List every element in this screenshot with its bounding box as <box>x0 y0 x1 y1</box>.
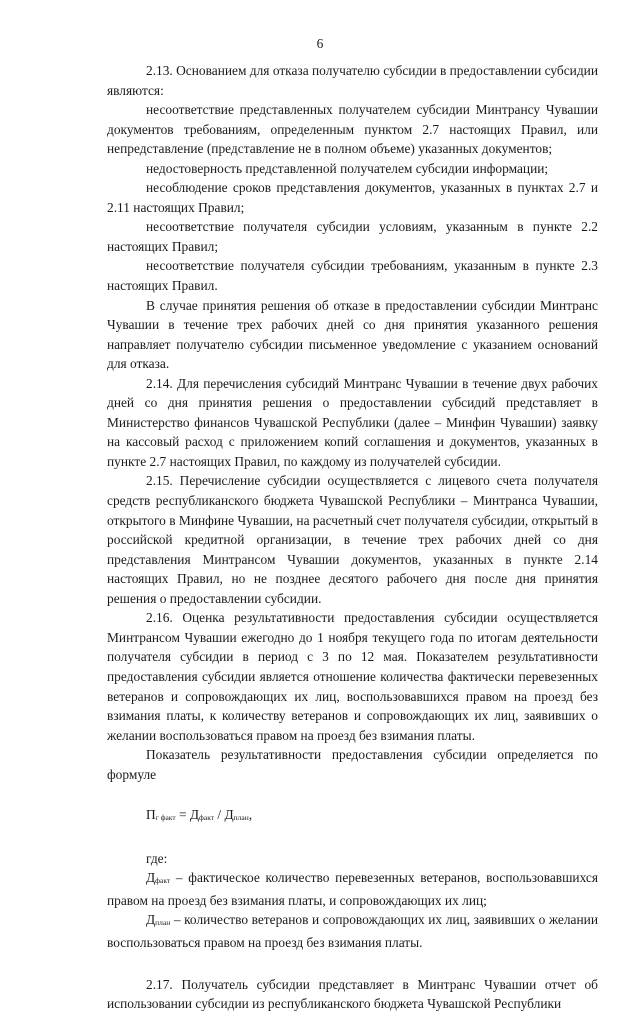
definition-d-fact-symbol: Д <box>146 870 156 886</box>
paragraph-2-14: 2.14. Для перечисления субсидий Минтранс Чувашии в течение двух рабочих дней со дня принятия решения о предоставлении субсидий представляет в Министерство финансов Чувашской Республики (далее – Минфин Чувашии) заявку на кассовый расход с приложением копий соглашения и документов, указанных в пункте 2.7 настоящих Правил, по каждому из получателей субсидии. <box>107 375 598 469</box>
page-number: 6 <box>316 36 324 51</box>
definition-d-fact <box>107 868 598 910</box>
formula-equals: = <box>175 807 190 823</box>
definition-d-plan-text: – количество ветеранов и сопровождающих их лиц, заявивших о желании воспользоваться правом на проезд без взимания платы. <box>107 912 598 950</box>
definition-d-plan-subscript: план <box>155 918 171 928</box>
formula-d-fact: Д <box>189 807 200 823</box>
formula-d-plan: Д <box>224 807 234 823</box>
paragraph-refusal-ground-2: недостоверность представленной получателем субсидии информации; <box>146 160 549 176</box>
formula <box>107 805 598 828</box>
paragraph-2-16: 2.16. Оценка результативности предоставления субсидии осуществляется Минтрансом Чувашии ежегодно до 1 ноября текущего года по итогам деятельности получателя субсидии в период с 3 по 12 мая. Показателем результативности предоставления субсидии является отношение количества фактически перевезенных ветеранов и сопровождающих их лиц, воспользовавшихся правом на проезд без взимания платы, к количеству ветеранов и сопровождающих их лиц, заявивших о желании воспользоваться правом на проезд без взимания платы. <box>107 610 598 743</box>
formula-p: П <box>146 807 156 823</box>
formula-d-fact-subscript: факт <box>199 813 215 823</box>
formula-divide: / <box>214 807 225 823</box>
definition-d-fact-subscript: факт <box>155 876 171 886</box>
paragraph-2-13: 2.13. Основанием для отказа получателю субсидии в предоставлении субсидии являются: <box>107 63 598 98</box>
formula-d-plan-subscript: план <box>233 813 249 823</box>
definition-d-fact-text: – фактическое количество перевезенных ветеранов, воспользовавшихся правом на проезд без взимания платы, и сопровождающих их лиц; <box>107 870 598 908</box>
paragraph-refusal-ground-3: несоблюдение сроков представления документов, указанных в пунктах 2.7 и 2.11 настоящих Правил; <box>107 180 598 215</box>
definition-d-plan <box>107 910 598 952</box>
paragraph-2-17: 2.17. Получатель субсидии представляет в Минтранс Чувашии отчет об использовании субсидии из республиканского бюджета Чувашской Республики <box>107 976 598 1012</box>
document-body <box>107 61 598 1014</box>
paragraph-refusal-notice: В случае принятия решения об отказе в предоставлении субсидии Минтранс Чувашии в течение трех рабочих дней со дня принятия указанного решения направляет получателю субсидии письменное уведомление с указанием оснований для отказа. <box>107 297 598 372</box>
formula-p-subscript: г факт <box>155 813 176 823</box>
paragraph-refusal-ground-4: несоответствие получателя субсидии условиям, указанным в пункте 2.2 настоящих Правил; <box>107 219 598 254</box>
paragraph-refusal-ground-1: несоответствие представленных получателем субсидии Минтрансу Чувашии документов требованиям, определенным пунктом 2.7 настоящих Правил, или непредставление (представление не в полном объеме) указанных документов; <box>107 102 598 157</box>
paragraph-2-15: 2.15. Перечисление субсидии осуществляется с лицевого счета получателя средств республиканского бюджета Чувашской Республики – Минтранса Чувашии, открытого в Минфине Чувашии, на расчетный счет получателя субсидии, открытый в российской кредитной организации, в течение трех рабочих дней со дня представления Минтрансом Чувашии документов, указанных в пункте 2.14 настоящих Правил, но не позднее десятого рабочего дня после дня принятия решения о предоставлении субсидии. <box>107 473 598 606</box>
spacer <box>107 953 598 975</box>
where-label: где: <box>146 850 168 866</box>
paragraph-refusal-ground-5: несоответствие получателя субсидии требованиям, указанным в пункте 2.3 настоящих Правил. <box>107 258 598 294</box>
paragraph-formula-intro: Показатель результативности предоставления субсидии определяется по формуле <box>107 747 598 782</box>
definition-d-plan-symbol: Д <box>146 912 156 928</box>
formula-end: , <box>248 807 253 823</box>
